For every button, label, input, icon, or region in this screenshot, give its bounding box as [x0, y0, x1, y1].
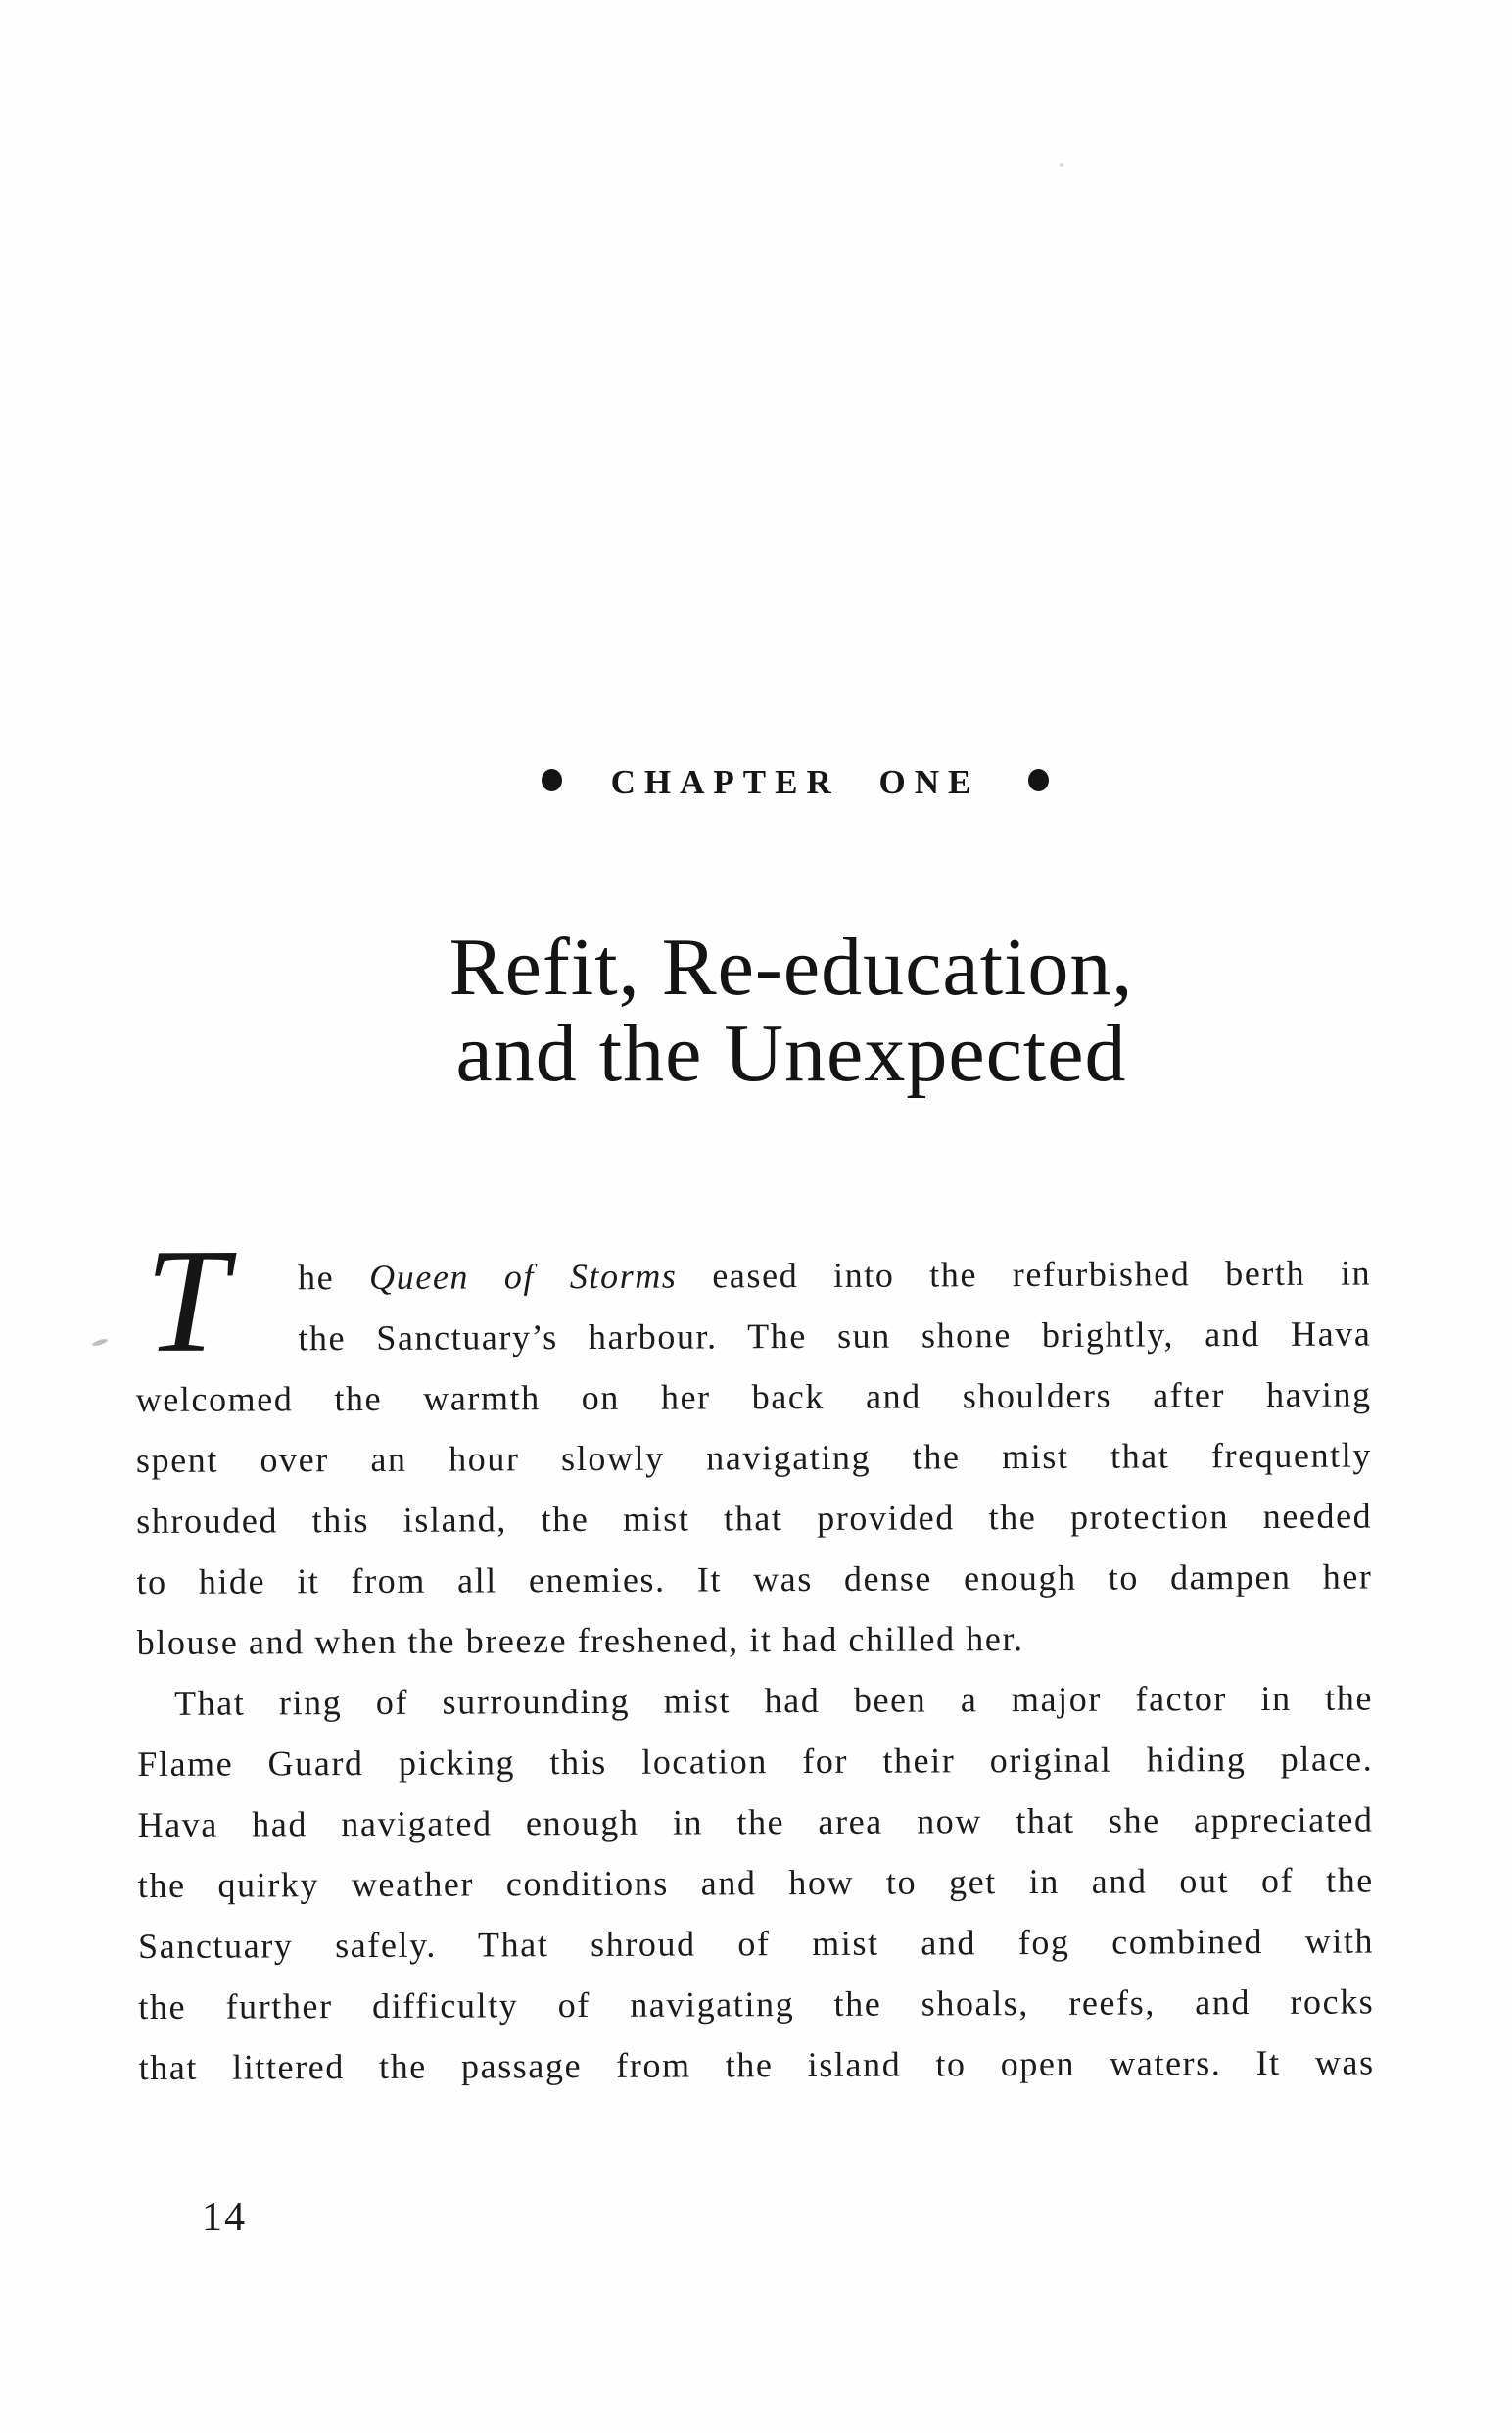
text-line: shrouded this island, the mist that provided the protection needed	[136, 1496, 1373, 1541]
text-line: blouse and when the breeze freshened, it had chilled her.	[136, 1619, 1024, 1662]
text-line: the quirky weather conditions and how to get in and out of the	[137, 1860, 1374, 1905]
chapter-kicker	[39, 763, 1512, 802]
text-line: Flame Guard picking this location for their original hiding place.	[137, 1739, 1374, 1784]
paragraph-2	[137, 1667, 1375, 2098]
bullet-icon	[1028, 769, 1049, 791]
text-segment: he	[298, 1257, 370, 1298]
text-line: the further difficulty of navigating the shoals, reefs, and rocks	[138, 1981, 1375, 2027]
text-segment-italic: Queen of Storms	[369, 1256, 678, 1297]
drop-cap: T	[144, 1217, 230, 1383]
chapter-title-line-1: Refit, Re-education,	[449, 922, 1134, 1013]
paragraph-1	[135, 1217, 1373, 1673]
text-line: to hide it from all enemies. It was dense enough to dampen her	[136, 1556, 1373, 1601]
page-number: 14	[202, 2195, 247, 2240]
scan-speck	[92, 1338, 109, 1348]
text-line: Sanctuary safely. That shroud of mist and fog combined with	[138, 1921, 1375, 1966]
text-line: spent over an hour slowly navigating the mist that frequently	[135, 1435, 1373, 1480]
text-line: welcomed the warmth on her back and shoulders after having	[135, 1374, 1372, 1419]
text-line: That ring of surrounding mist had been a major factor in the	[173, 1678, 1374, 1723]
text-line: that littered the passage from the island to open waters. It was	[138, 2042, 1375, 2087]
text-line	[135, 1242, 1371, 1309]
text-line: the Sanctuary’s harbour. The sun shone brightly, and Hava	[298, 1313, 1372, 1359]
body-text	[135, 1217, 1375, 2097]
chapter-title	[35, 922, 1512, 1099]
chapter-title-line-2: and the Unexpected	[455, 1008, 1127, 1099]
text-segment: eased into the refurbished berth in	[677, 1253, 1372, 1296]
text-line: Hava had navigated enough in the area now that she appreciated	[137, 1799, 1374, 1844]
scan-speck	[1060, 163, 1063, 167]
chapter-kicker-text: CHAPTER ONE	[610, 763, 980, 801]
bullet-icon	[542, 769, 562, 791]
